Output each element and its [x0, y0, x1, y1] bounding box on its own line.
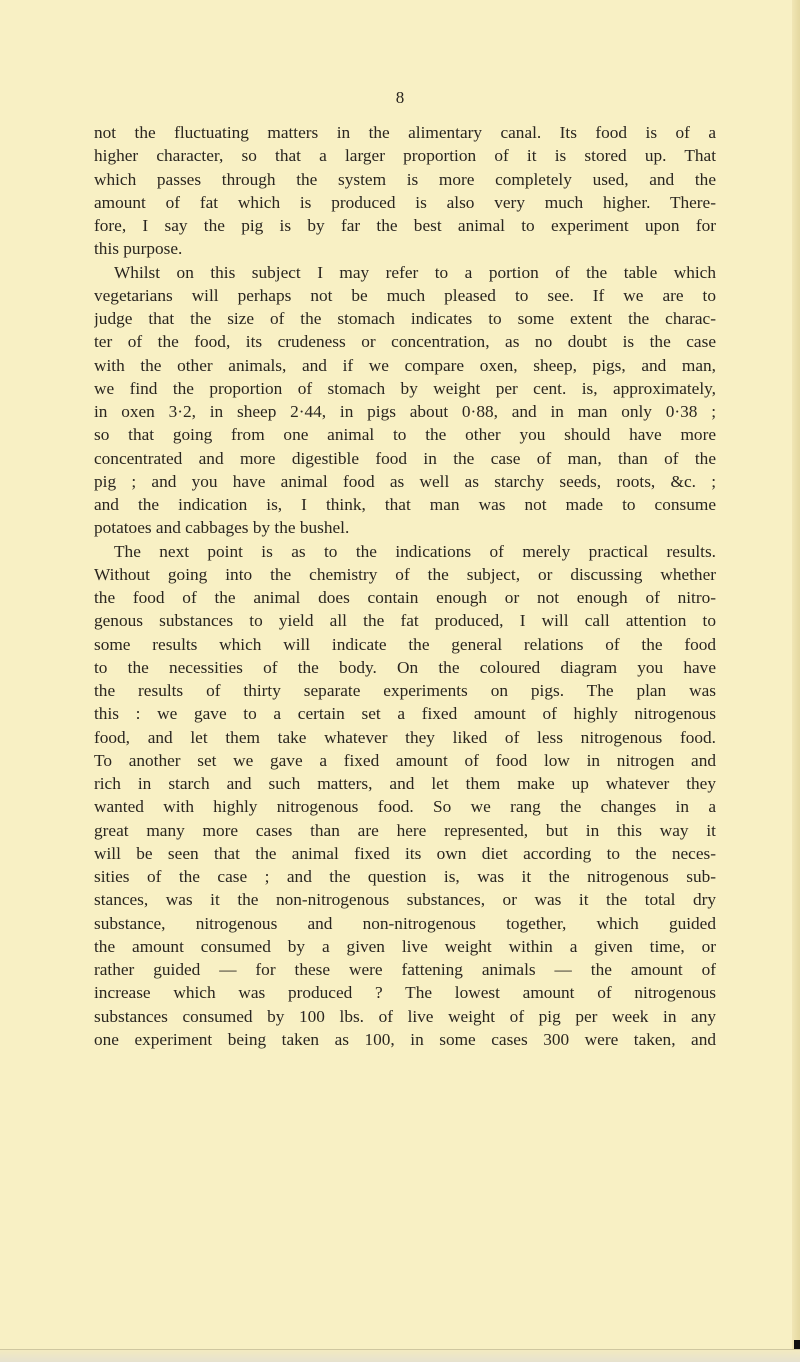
text-line: we find the proportion of stomach by weight per cent. is, approximately,	[94, 378, 716, 398]
text-line: to the necessities of the body. On the coloured diagram you have	[94, 657, 716, 677]
text-line: one experiment being taken as 100, in some cases 300 were taken, and	[94, 1029, 716, 1049]
paragraph	[94, 540, 716, 1052]
text-line: with the other animals, and if we compare oxen, sheep, pigs, and man,	[94, 355, 716, 375]
text-line: judge that the size of the stomach indicates to some extent the charac-	[94, 309, 716, 328]
text-line: sities of the case ; and the question is, was it the nitrogenous sub-	[94, 867, 716, 886]
paragraph	[94, 261, 716, 540]
text-line: great many more cases than are here represented, but in this way it	[94, 820, 716, 840]
text-line: Whilst on this subject I may refer to a portion of the table which	[114, 262, 716, 282]
text-line: increase which was produced ? The lowest amount of nitrogenous	[94, 983, 716, 1003]
text-line: substances consumed by 100 lbs. of live weight of pig per week in any	[94, 1006, 716, 1026]
text-line: genous substances to yield all the fat produced, I will call attention to	[94, 611, 716, 631]
text-line: in oxen 3·2, in sheep 2·44, in pigs about 0·88, and in man only 0·38 ;	[94, 402, 716, 421]
text-line: concentrated and more digestible food in the case of man, than of the	[94, 448, 716, 468]
text-line: the amount consumed by a given live weight within a given time, or	[94, 936, 716, 956]
text-line: food, and let them take whatever they liked of less nitrogenous food.	[94, 727, 716, 747]
text-line: Without going into the chemistry of the subject, or discussing whether	[94, 564, 716, 584]
text-line: rather guided — for these were fattening animals — the amount of	[94, 960, 716, 979]
text-line: vegetarians will perhaps not be much pleased to see. If we are to	[94, 285, 716, 305]
text-line: The next point is as to the indications of merely practical results.	[114, 541, 716, 561]
text-line: will be seen that the animal fixed its own diet according to the neces-	[94, 843, 716, 863]
text-line: the results of thirty separate experiments on pigs. The plan was	[94, 681, 716, 700]
text-line: potatoes and cabbages by the bushel.	[94, 518, 350, 538]
text-line: To another set we gave a fixed amount of food low in nitrogen and	[94, 750, 716, 770]
page-bottom-edge	[0, 1349, 800, 1362]
text-line: this purpose.	[94, 239, 183, 259]
text-line: wanted with highly nitrogenous food. So we rang the changes in a	[94, 797, 716, 817]
text-line: substance, nitrogenous and non-nitrogenous together, which guided	[94, 913, 716, 933]
text-line: pig ; and you have animal food as well as starchy seeds, roots, &c. ;	[94, 471, 716, 491]
text-line: which passes through the system is more completely used, and the	[94, 169, 716, 189]
text-line: amount of fat which is produced is also very much higher. There-	[94, 192, 716, 212]
text-line: not the fluctuating matters in the alimentary canal. Its food is of a	[94, 123, 716, 142]
text-line: some results which will indicate the general relations of the food	[94, 634, 716, 654]
text-line: the food of the animal does contain enough or not enough of nitro-	[94, 588, 716, 607]
text-line: fore, I say the pig is by far the best animal to experiment upon for	[94, 216, 716, 235]
text-line: rich in starch and such matters, and let them make up whatever they	[94, 774, 716, 793]
text-line: and the indication is, I think, that man was not made to consume	[94, 495, 716, 514]
body-text	[94, 121, 716, 1051]
text-line: higher character, so that a larger proportion of it is stored up. That	[94, 146, 716, 166]
paragraph	[94, 121, 716, 261]
page-edge	[792, 0, 800, 1362]
text-line: ter of the food, its crudeness or concentration, as no doubt is the case	[94, 332, 716, 352]
text-line: stances, was it the non-nitrogenous substances, or was it the total dry	[94, 890, 716, 910]
page-number: 8	[395, 88, 405, 107]
text-line: so that going from one animal to the other you should have more	[94, 425, 716, 445]
text-line: this : we gave to a certain set a fixed amount of highly nitrogenous	[94, 704, 716, 724]
